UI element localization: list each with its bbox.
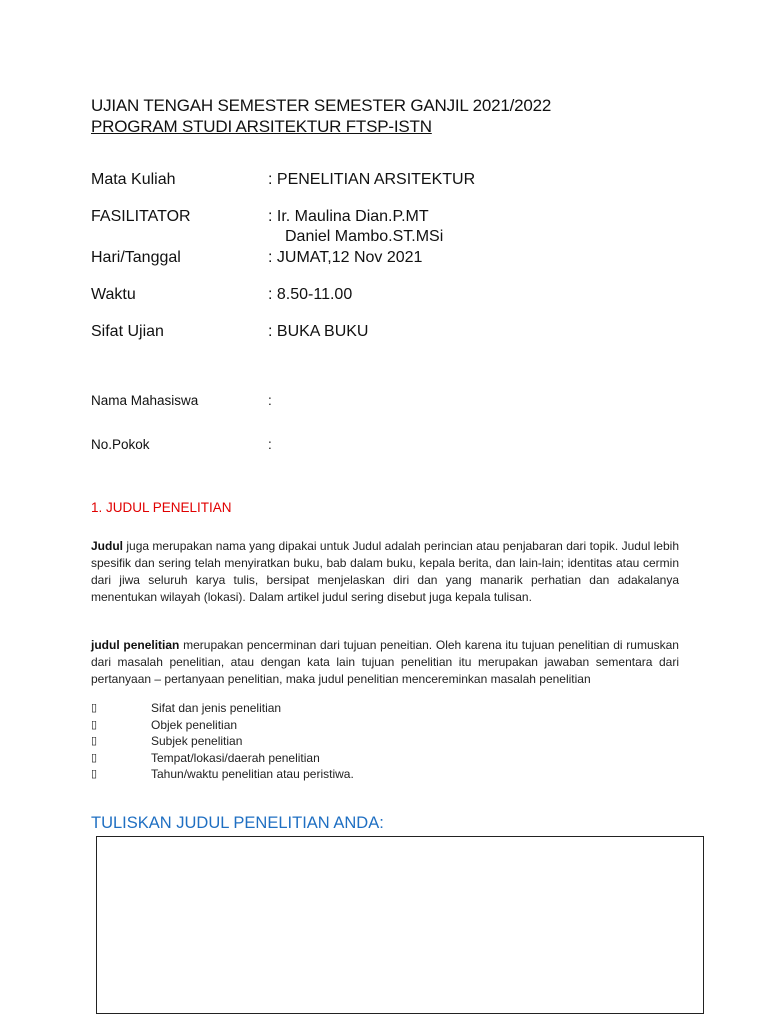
hari-tanggal-label: Hari/Tanggal: [91, 249, 181, 266]
bullet-icon: ▯: [91, 751, 98, 764]
answer-box[interactable]: [96, 836, 704, 1014]
paragraph-judul: [91, 538, 679, 606]
nama-mahasiswa-field[interactable]: :: [268, 393, 272, 408]
nama-mahasiswa-label: Nama Mahasiswa: [91, 393, 199, 408]
program-title: PROGRAM STUDI ARSITEKTUR FTSP-ISTN: [91, 117, 432, 136]
waktu-label: Waktu: [91, 286, 136, 303]
list-item-text: Objek penelitian: [151, 717, 238, 732]
list-item-text: Subjek penelitian: [151, 734, 243, 748]
hari-tanggal-value: : JUMAT,12 Nov 2021: [268, 249, 423, 266]
list-item-text: Tempat/lokasi/daerah penelitian: [151, 750, 320, 765]
fasilitator-value-2: Daniel Mambo.ST.MSi: [285, 228, 444, 245]
bullet-icon: ▯: [91, 768, 98, 780]
paragraph-judul-penelitian-keyword: judul penelitian: [91, 638, 180, 652]
answer-prompt-title: TULISKAN JUDUL PENELITIAN ANDA:: [91, 814, 384, 832]
paragraph-judul-keyword: Judul: [91, 539, 123, 553]
mata-kuliah-label: Mata Kuliah: [91, 171, 176, 188]
section-title: 1. JUDUL PENELITIAN: [91, 500, 232, 515]
waktu-value: : 8.50-11.00: [268, 286, 353, 303]
paragraph-judul-penelitian-text: merupakan pencerminan dari tujuan peneitian. Oleh karena itu tujuan penelitian di rumuskan dari masalah penelitian, atau dengan kata lain tujuan penelitian itu merupakan jawaban sementara dari pertanyaan – pertanyaan penelitian, maka judul penelitian mencereminkan masalah penelitian: [91, 638, 679, 686]
list-item-text: Tahun/waktu penelitian atau peristiwa.: [151, 767, 354, 781]
fasilitator-label: FASILITATOR: [91, 208, 191, 225]
paragraph-judul-penelitian: [91, 637, 679, 688]
paragraph-judul-text: juga merupakan nama yang dipakai untuk Judul adalah perincian atau penjabaran dari topik. Judul lebih spesifik dan sering telah menyiratkan buku, bab dalam buku, kepala berita, dan lain-lain; identitas atau cermin dari jiwa seluruh karya tulis, bersipat menjelaskan diri dan yang manarik perhatian dan adakalanya menentukan wilayah (lokasi). Dalam artikel judul sering disebut juga kepala tulisan.: [91, 539, 679, 604]
bullet-icon: ▯: [91, 702, 98, 714]
no-pokok-field[interactable]: :: [268, 437, 272, 452]
no-pokok-label: No.Pokok: [91, 437, 150, 452]
exam-title: UJIAN TENGAH SEMESTER SEMESTER GANJIL 2021/2022: [91, 96, 552, 115]
mata-kuliah-value: : PENELITIAN ARSITEKTUR: [268, 171, 476, 188]
bullet-icon: ▯: [91, 718, 98, 731]
sifat-ujian-value: : BUKA BUKU: [268, 323, 369, 340]
sifat-ujian-label: Sifat Ujian: [91, 323, 164, 340]
bullet-icon: ▯: [91, 735, 98, 747]
fasilitator-value-1: : Ir. Maulina Dian.P.MT: [268, 208, 429, 225]
list-item-text: Sifat dan jenis penelitian: [151, 701, 282, 715]
